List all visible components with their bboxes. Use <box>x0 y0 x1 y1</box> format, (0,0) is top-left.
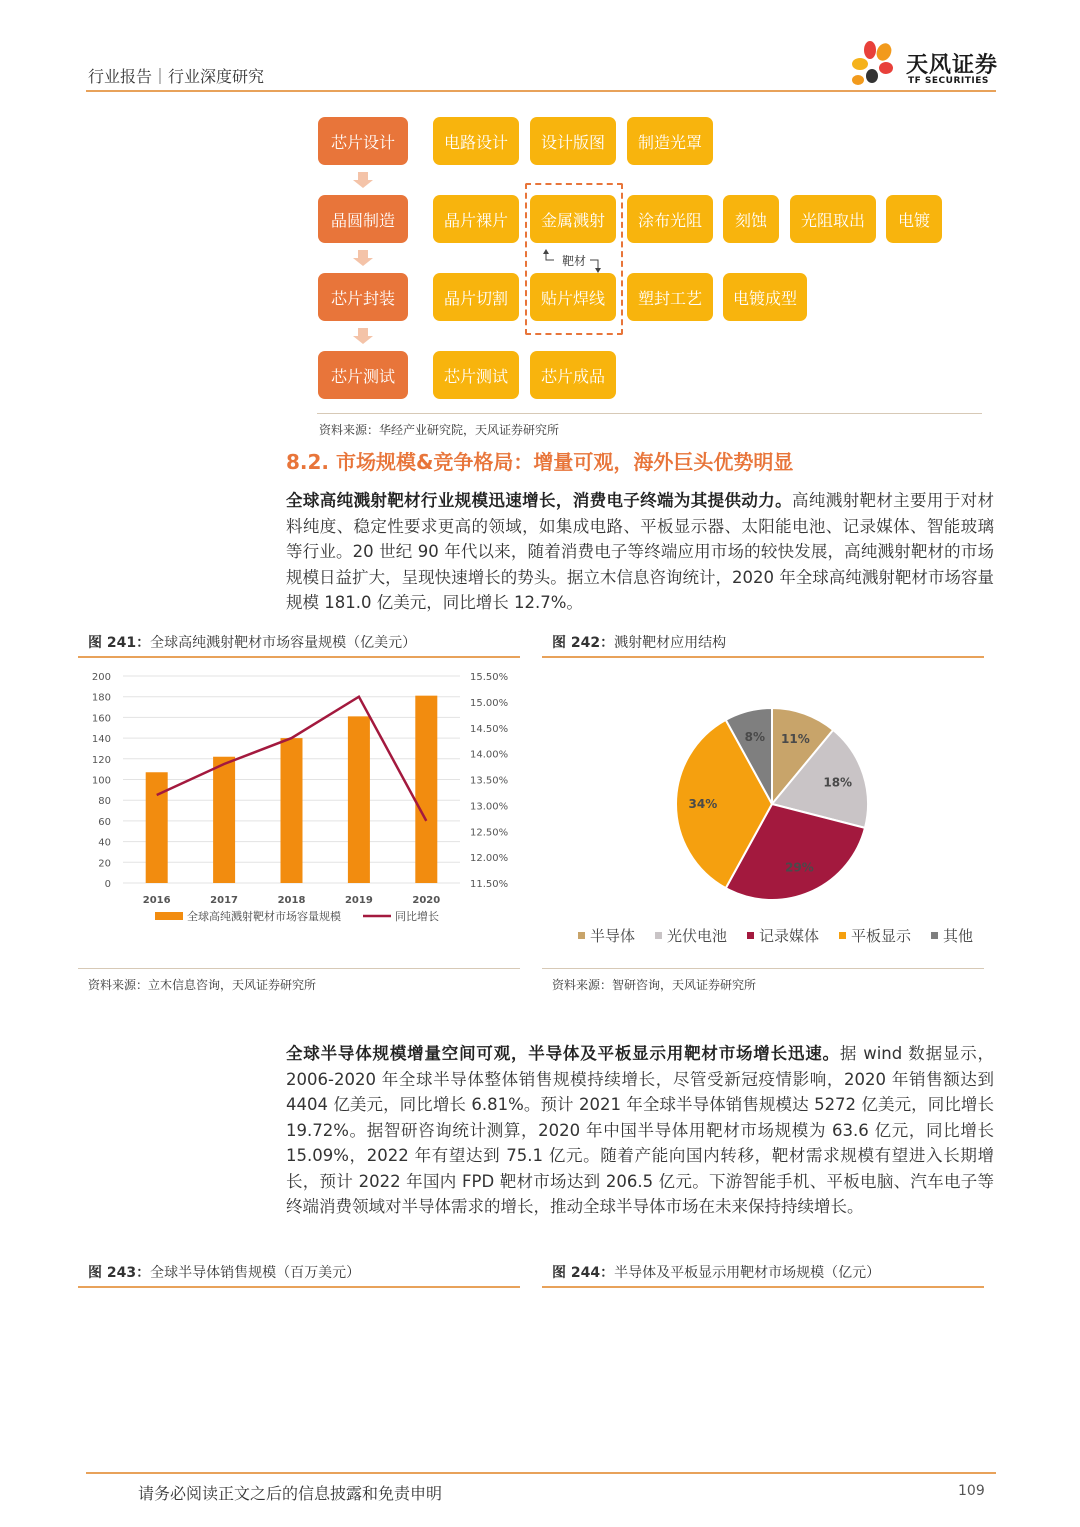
logo-name: 天风证券 <box>906 53 999 78</box>
bar <box>415 696 437 883</box>
application-structure-pie-chart <box>544 662 984 957</box>
pie-value-label: 8% <box>744 730 765 745</box>
step-circuit-design: 电路设计 <box>433 117 519 165</box>
fig242-rule <box>542 656 984 658</box>
fig242-bottom-rule <box>542 968 984 969</box>
logo-subtitle: TF SECURITIES <box>908 76 989 86</box>
legend-label: 光伏电池 <box>667 927 728 945</box>
fig241-title: 全球高纯溅射靶材市场容量规模（亿美元） <box>150 635 417 651</box>
legend-bar-swatch <box>155 912 183 920</box>
legend-swatch <box>839 932 846 939</box>
fig241-source: 资料来源：立木信息咨询，天风证券研究所 <box>88 978 317 992</box>
fig243-title: 全球半导体销售规模（百万美元） <box>150 1265 361 1281</box>
y-left-tick-label: 60 <box>98 816 111 828</box>
paragraph-2-lead: 全球半导体规模增量空间可观，半导体及平板显示用靶材市场增长迅速。 <box>286 1044 840 1063</box>
x-tick-label: 2018 <box>277 895 306 906</box>
stage-wafer-fab: 晶圆制造 <box>318 195 408 243</box>
step-electroplating: 电镀 <box>886 195 942 243</box>
fig242-caption <box>552 632 726 652</box>
legend-swatch <box>655 932 662 939</box>
legend-label: 平板显示 <box>851 927 912 945</box>
paragraph-2-body: 据 wind 数据显示，2006-2020 年全球半导体整体销售规模持续增长，尽管受新冠疫情影响，2020 年销售额达到 4404 亿美元，同比增长 6.81%。预计 2021 年全球半导体销售规模达 5272 亿美元，同比增长 19.72%。据智研咨询统计测算，2020 年中国半导体用靶材市场规模为 63.6 亿元，同比增长 15.09%，2022 年有望达到 75.1 亿元。随着产能向国内转移，靶材需求规模有望进入长期增长，预计 2022 年国内 FPD 靶材市场达到 206.5 亿元。下游智能手机、平板电脑、汽车电子等终端消费领域对半导体需求的增长，推动全球半导体市场在未来保持持续增长。 <box>286 1044 995 1216</box>
y-left-tick-label: 160 <box>91 713 111 725</box>
y-left-tick-label: 100 <box>91 775 111 787</box>
section-title: 8.2. 市场规模&竞争格局：增量可观，海外巨头优势明显 <box>286 450 794 474</box>
pie-value-label: 34% <box>688 797 718 811</box>
step-photoresist-coating: 涂布光阻 <box>627 195 713 243</box>
legend-label: 半导体 <box>590 927 636 945</box>
step-molding: 塑封工艺 <box>627 273 713 321</box>
legend-swatch <box>578 932 585 939</box>
step-plating-forming: 电镀成型 <box>723 273 807 321</box>
figure-rule <box>317 413 982 414</box>
x-tick-label: 2019 <box>344 895 373 906</box>
pie-value-label: 29% <box>785 860 814 875</box>
step-finished-chip: 芯片成品 <box>530 351 616 399</box>
paragraph-1-lead: 全球高纯溅射靶材行业规模迅速增长，消费电子终端为其提供动力。 <box>286 491 792 510</box>
fig244-title: 半导体及平板显示用靶材市场规模（亿元） <box>614 1265 881 1281</box>
paragraph-2 <box>286 1041 994 1220</box>
step-photomask: 制造光罩 <box>627 117 713 165</box>
paragraph-1 <box>286 488 994 616</box>
y-right-tick-label: 14.50% <box>470 723 509 735</box>
y-left-tick-label: 80 <box>98 796 111 808</box>
y-right-tick-label: 14.00% <box>470 749 509 761</box>
step-bare-die: 晶片裸片 <box>433 195 519 243</box>
y-right-tick-label: 12.50% <box>470 827 509 839</box>
y-left-tick-label: 40 <box>98 837 111 849</box>
y-left-tick-label: 200 <box>91 672 111 683</box>
flow-source: 资料来源：华经产业研究院，天风证券研究所 <box>319 423 560 437</box>
step-layout-design: 设计版图 <box>530 117 616 165</box>
legend-swatch <box>931 932 938 939</box>
header-breadcrumb: 行业报告｜行业深度研究 <box>88 67 265 86</box>
pie-value-label: 11% <box>781 731 810 746</box>
market-size-combo-chart <box>80 662 520 932</box>
fig242-number: 图 242： <box>552 635 615 651</box>
bar <box>213 757 235 883</box>
fig242-source: 资料来源：智研咨询，天风证券研究所 <box>552 978 757 992</box>
stage-chip-test: 芯片测试 <box>318 351 408 399</box>
bar <box>146 772 168 883</box>
fig244-number: 图 244： <box>552 1265 615 1281</box>
bar <box>281 738 303 883</box>
fig243-number: 图 243： <box>88 1265 151 1281</box>
paragraph-1-body: 高纯溅射靶材主要用于对材料纯度、稳定性要求更高的领域，如集成电路、平板显示器、太阳能电池、记录媒体、智能玻璃等行业。20 世纪 90 年代以来，随着消费电子等终端应用市场的较快发展，高纯溅射靶材的市场规模日益扩大，呈现快速增长的势头。据立木信息咨询统计，2020 年全球高纯溅射靶材市场容量规模 181.0 亿美元，同比增长 12.7%。 <box>286 491 995 612</box>
y-left-tick-label: 120 <box>91 754 111 766</box>
fig244-caption <box>552 1262 880 1282</box>
legend-bar-label: 全球高纯溅射靶材市场容量规模 <box>187 910 341 923</box>
x-tick-label: 2016 <box>142 895 171 906</box>
fig241-caption <box>88 632 416 652</box>
legend-label: 记录媒体 <box>759 927 820 945</box>
flower-logo-icon <box>848 38 904 90</box>
legend-line-label: 同比增长 <box>395 910 439 923</box>
pie-value-label: 18% <box>823 775 853 790</box>
y-right-tick-label: 12.00% <box>470 853 509 865</box>
y-left-tick-label: 20 <box>98 858 111 870</box>
x-tick-label: 2017 <box>210 895 239 906</box>
y-right-tick-label: 15.50% <box>470 672 509 683</box>
target-label: 靶材 <box>562 254 587 268</box>
header-rule <box>86 90 996 92</box>
y-left-tick-label: 0 <box>104 879 111 890</box>
fig241-rule <box>78 656 520 658</box>
page-number: 109 <box>958 1483 985 1499</box>
fig242-title: 溅射靶材应用结构 <box>614 635 727 651</box>
step-wafer-dicing: 晶片切割 <box>433 273 519 321</box>
stage-chip-package: 芯片封装 <box>318 273 408 321</box>
y-right-tick-label: 15.00% <box>470 697 509 709</box>
step-etching: 刻蚀 <box>723 195 779 243</box>
step-die-bonding: 贴片焊线 <box>530 273 616 321</box>
fig243-caption <box>88 1262 360 1282</box>
x-tick-label: 2020 <box>412 895 441 906</box>
step-metal-sputtering: 金属溅射 <box>530 195 616 243</box>
legend-label: 其他 <box>943 927 974 945</box>
step-photoresist-removal: 光阻取出 <box>790 195 876 243</box>
footer-rule <box>86 1472 996 1474</box>
fig241-number: 图 241： <box>88 635 151 651</box>
y-right-tick-label: 13.00% <box>470 801 509 813</box>
fig244-rule <box>542 1286 984 1288</box>
fig241-bottom-rule <box>78 968 520 969</box>
step-chip-test: 芯片测试 <box>433 351 519 399</box>
y-right-tick-label: 11.50% <box>470 879 509 890</box>
y-right-tick-label: 13.50% <box>470 775 509 787</box>
y-left-tick-label: 180 <box>91 692 111 704</box>
legend-swatch <box>747 932 754 939</box>
stage-chip-design: 芯片设计 <box>318 117 408 165</box>
footer-disclaimer: 请务必阅读正文之后的信息披露和免责申明 <box>138 1484 443 1503</box>
y-left-tick-label: 140 <box>91 734 111 746</box>
fig243-rule <box>78 1286 520 1288</box>
company-logo <box>848 38 998 90</box>
bar <box>348 716 370 883</box>
